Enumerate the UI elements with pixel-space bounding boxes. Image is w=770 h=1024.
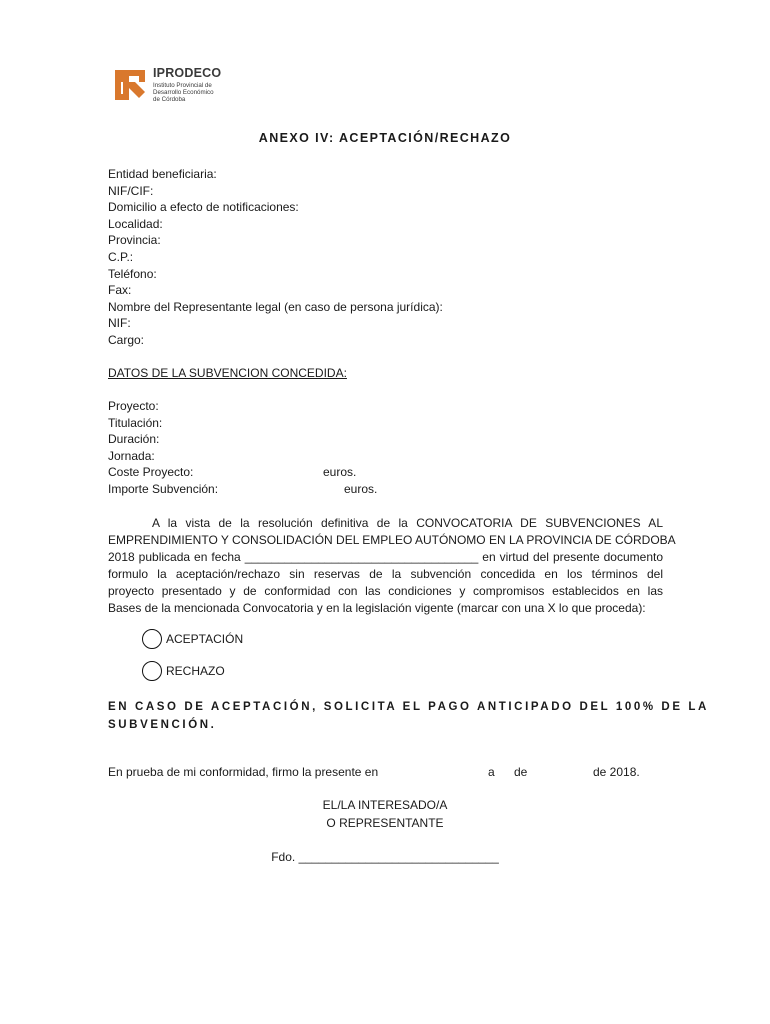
field-entidad: Entidad beneficiaria:: [108, 167, 217, 181]
de-text: de: [514, 765, 528, 779]
importe-unit: euros.: [344, 481, 378, 496]
field-representante: Nombre del Representante legal (en caso de persona jurídica):: [108, 299, 443, 314]
coste-unit: euros.: [323, 465, 357, 480]
signature-line: Fdo. ______________________________: [271, 850, 499, 864]
project-label: Proyecto:: [108, 399, 159, 413]
advance-payment-request: [108, 698, 709, 734]
document-title: ANEXO IV: ACEPTACIÓN/RECHAZO: [258, 131, 512, 145]
paragraph-line: A la vista de la resolución definitiva de la CONVOCATORIA DE SUBVENCIONES AL: [152, 516, 663, 530]
duracion-label: Duración:: [108, 432, 160, 447]
proof-text: En prueba de mi conformidad, firmo la presente en: [108, 765, 379, 779]
iprodeco-logo: [113, 66, 233, 106]
resolution-paragraph: [108, 515, 676, 617]
coste-label: Coste Proyecto:: [108, 465, 194, 480]
field-fax: Fax:: [108, 283, 132, 298]
beneficiary-fields: [108, 166, 443, 349]
field-nif-cif: NIF/CIF:: [108, 183, 154, 198]
logo-name: IPRODECO: [153, 66, 222, 80]
representative-label: O REPRESENTANTE: [326, 816, 444, 830]
field-telefono: Teléfono:: [108, 266, 157, 281]
field-provincia: Provincia:: [108, 233, 161, 248]
request-line-1: EN CASO DE ACEPTACIÓN, SOLICITA EL PAGO ANTICIPADO DEL 100% DE LA: [108, 701, 709, 713]
project-data: [108, 398, 428, 498]
paragraph-line: EMPRENDIMIENTO Y CONSOLIDACIÓN DEL EMPLEO AUTÓNOMO EN LA PROVINCIA DE CÓRDOBA: [108, 533, 676, 547]
a-text: a: [488, 765, 495, 779]
accept-radio[interactable]: [142, 629, 162, 649]
request-line-2: SUBVENCIÓN.: [108, 719, 217, 731]
field-cp: C.P.:: [108, 249, 134, 264]
field-cargo: Cargo:: [108, 332, 145, 347]
paragraph-line: proyecto presentado y de conformidad con las condiciones y compromisos establecidos en las: [108, 584, 663, 598]
field-nif: NIF:: [108, 316, 131, 331]
accept-label: ACEPTACIÓN: [166, 632, 244, 646]
iprodeco-logo-mark-icon: [113, 68, 147, 102]
interested-label: EL/LA INTERESADO/A: [322, 798, 448, 812]
titulacion-label: Titulación:: [108, 415, 163, 430]
paragraph-line: 2018 publicada en fecha ___________________________________ en virtud del presente documento: [108, 550, 663, 564]
paragraph-line: formulo la aceptación/rechazo sin reservas de la subvención concedida en los términos del: [108, 567, 663, 581]
logo-subtitle: Instituto Provincial de Desarrollo Económico de Córdoba: [153, 82, 214, 103]
importe-label: Importe Subvención:: [108, 481, 219, 496]
section-title: DATOS DE LA SUBVENCION CONCEDIDA:: [108, 366, 347, 380]
field-domicilio: Domicilio a efecto de notificaciones:: [108, 200, 299, 215]
field-localidad: Localidad:: [108, 216, 163, 231]
jornada-label: Jornada:: [108, 448, 155, 463]
reject-label: RECHAZO: [166, 664, 225, 678]
reject-radio[interactable]: [142, 661, 162, 681]
paragraph-line: Bases de la mencionada Convocatoria y en la legislación vigente (marcar con una X lo que proceda):: [108, 601, 646, 615]
year-text: de 2018.: [593, 765, 640, 779]
